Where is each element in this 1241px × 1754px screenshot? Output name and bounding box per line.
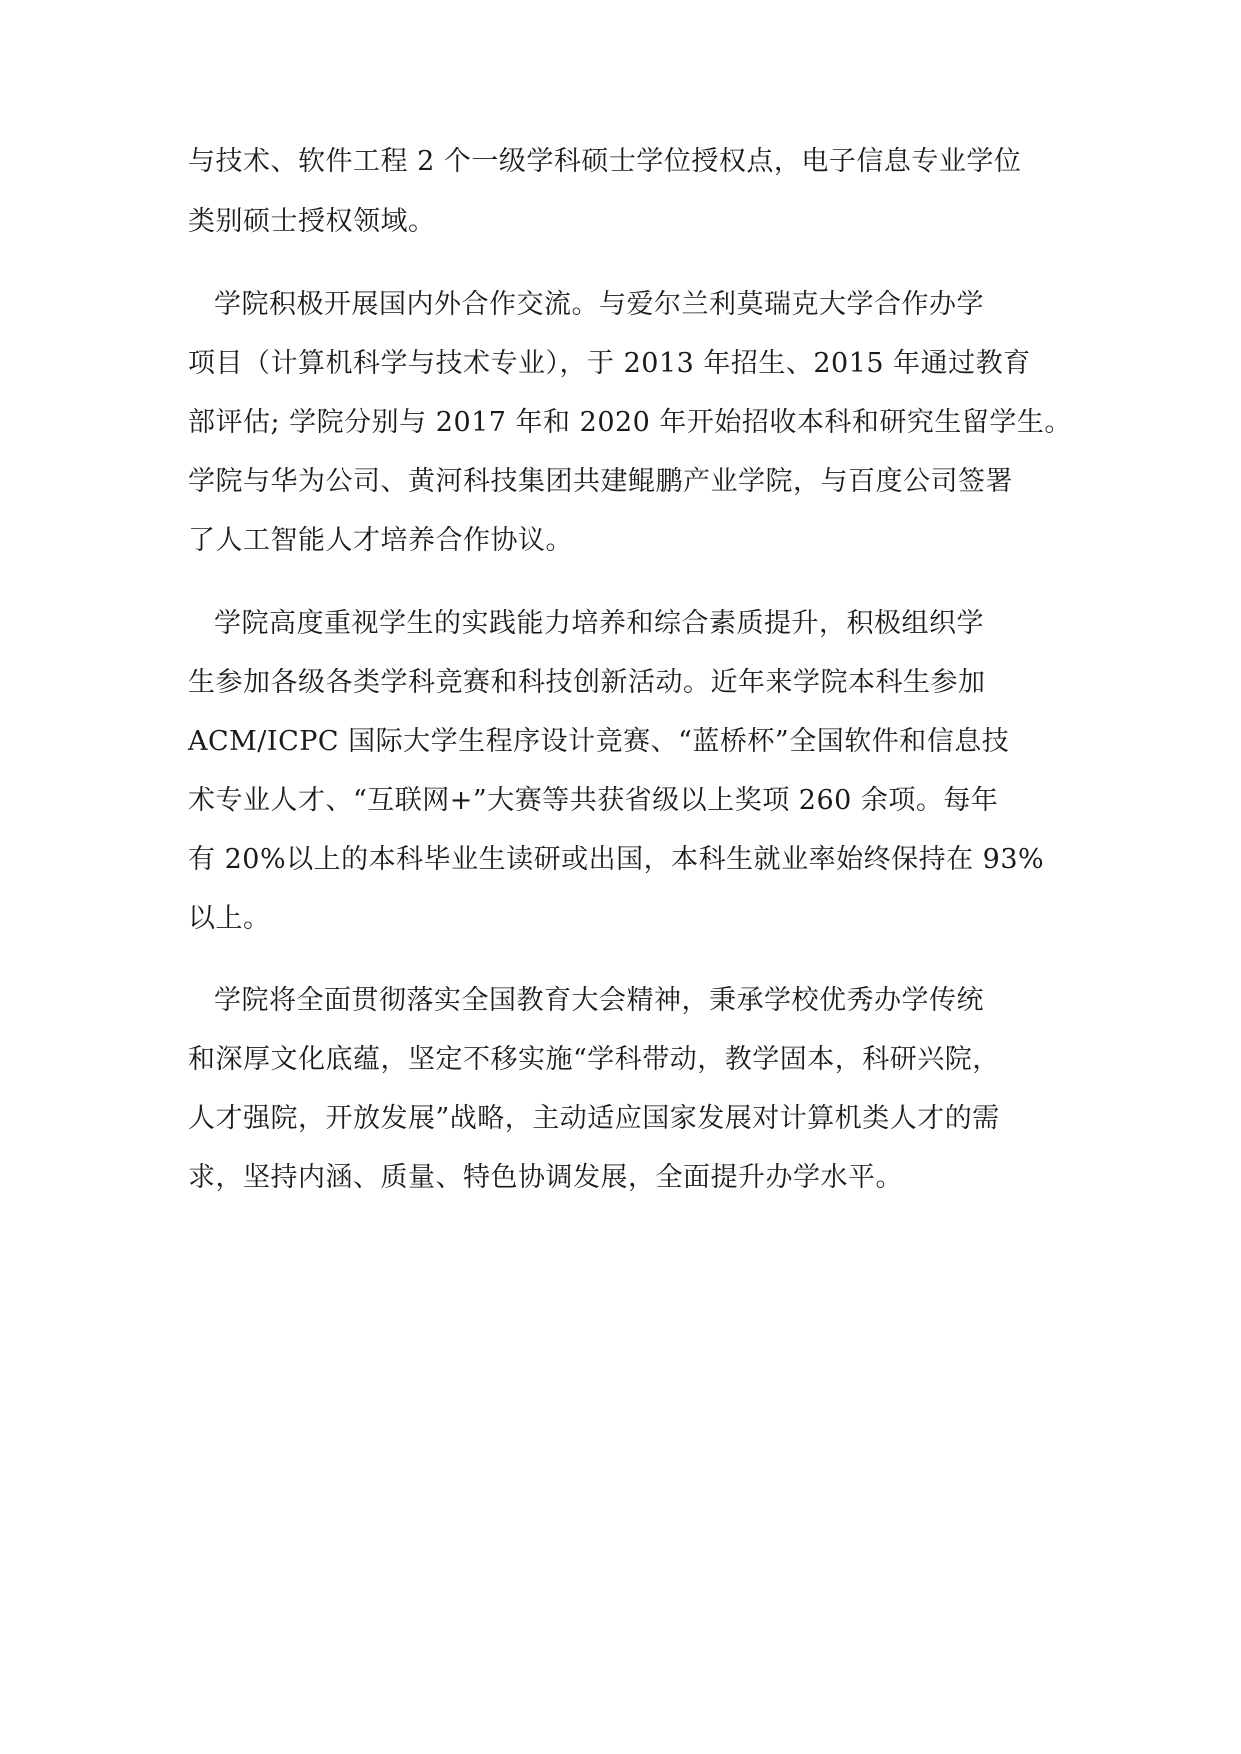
paragraph-4-line-4: 求，坚持内涵、质量、特色协调发展，全面提升办学水平。 (188, 1162, 903, 1193)
paragraph-3-line-5: 有 20%以上的本科毕业生读研或出国，本科生就业率始终保持在 93% (188, 844, 1045, 875)
paragraph-2-line-4: 学院与华为公司、黄河科技集团共建鲲鹏产业学院，与百度公司签署 (188, 466, 1013, 497)
paragraph-2-line-1: 学院积极开展国内外合作交流。与爱尔兰利莫瑞克大学合作办学 (214, 289, 984, 320)
paragraph-4-line-2: 和深厚文化底蕴，坚定不移实施“学科带动，教学固本，科研兴院， (188, 1044, 1000, 1075)
paragraph-2-line-3: 部评估; 学院分别与 2017 年和 2020 年开始招收本科和研究生留学生。 (188, 407, 1072, 438)
paragraph-4-line-1: 学院将全面贯彻落实全国教育大会精神，秉承学校优秀办学传统 (214, 985, 984, 1016)
paragraph-4-line-3: 人才强院，开放发展”战略，主动适应国家发展对计算机类人才的需 (188, 1103, 1000, 1134)
paragraph-3-line-3: ACM/ICPC 国际大学生程序设计竞赛、“蓝桥杯”全国软件和信息技 (188, 726, 1010, 757)
paragraph-3-line-4: 术专业人才、“互联网+”大赛等共获省级以上奖项 260 余项。每年 (188, 785, 999, 816)
paragraph-3-line-6: 以上。 (188, 903, 271, 934)
paragraph-3-line-2: 生参加各级各类学科竞赛和科技创新活动。近年来学院本科生参加 (188, 667, 986, 698)
paragraph-1-line-2: 类别硕士授权领域。 (188, 206, 436, 237)
paragraph-3-line-1: 学院高度重视学生的实践能力培养和综合素质提升，积极组织学 (214, 608, 984, 639)
paragraph-1-line-1: 与技术、软件工程 2 个一级学科硕士学位授权点，电子信息专业学位 (188, 146, 1022, 177)
paragraph-2-line-2: 项目（计算机科学与技术专业），于 2013 年招生、2015 年通过教育 (188, 348, 1031, 379)
paragraph-2-line-5: 了人工智能人才培养合作协议。 (188, 525, 573, 556)
